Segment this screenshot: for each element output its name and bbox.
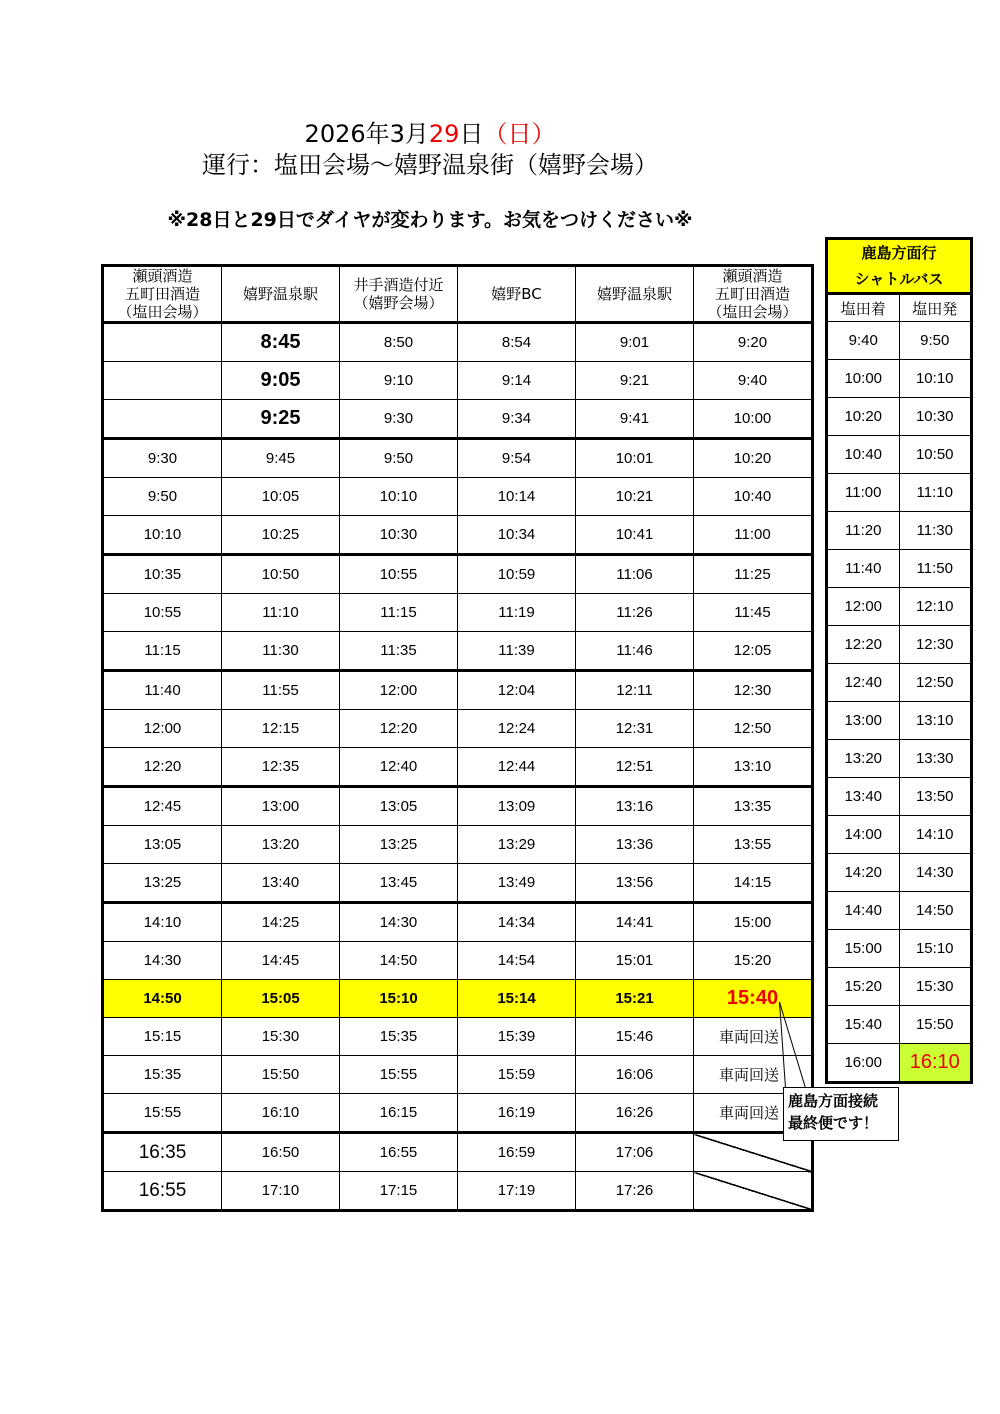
time-cell: 10:40 xyxy=(694,478,813,516)
time-cell: 14:25 xyxy=(222,903,340,942)
time-cell: 9:30 xyxy=(103,439,222,478)
table-row xyxy=(103,1094,813,1133)
shuttle-time-cell: 10:00 xyxy=(827,360,900,398)
time-cell: 11:40 xyxy=(103,671,222,710)
table-row xyxy=(103,864,813,903)
shuttle-time-cell: 12:50 xyxy=(899,664,972,702)
table-row xyxy=(103,1056,813,1094)
shuttle-row xyxy=(827,664,972,702)
last-connection-callout xyxy=(783,1087,899,1141)
time-cell: 13:05 xyxy=(103,826,222,864)
shuttle-time-cell: 13:00 xyxy=(827,702,900,740)
time-cell: 12:35 xyxy=(222,748,340,787)
main-timetable xyxy=(101,264,814,1212)
shuttle-row xyxy=(827,816,972,854)
time-cell: 14:34 xyxy=(458,903,576,942)
no-service-cell xyxy=(694,1172,813,1211)
time-cell: 13:40 xyxy=(222,864,340,903)
shuttle-title-line1: 鹿島方面行 xyxy=(861,244,937,262)
time-cell: 12:20 xyxy=(103,748,222,787)
time-cell: 14:50 xyxy=(103,980,222,1018)
time-cell: 15:01 xyxy=(576,942,694,980)
time-cell: 10:55 xyxy=(340,555,458,594)
table-row xyxy=(103,671,813,710)
time-cell: 14:54 xyxy=(458,942,576,980)
table-row xyxy=(103,826,813,864)
table-row xyxy=(103,710,813,748)
shuttle-time-cell: 11:30 xyxy=(899,512,972,550)
time-cell: 15:35 xyxy=(340,1018,458,1056)
shuttle-time-cell: 13:30 xyxy=(899,740,972,778)
time-cell: 11:35 xyxy=(340,632,458,671)
time-cell: 10:30 xyxy=(340,516,458,555)
time-cell: 9:54 xyxy=(458,439,576,478)
time-cell xyxy=(103,323,222,362)
time-cell: 16:35 xyxy=(103,1133,222,1172)
time-cell: 12:04 xyxy=(458,671,576,710)
shuttle-time-cell: 14:40 xyxy=(827,892,900,930)
time-cell xyxy=(103,400,222,439)
time-cell: 10:05 xyxy=(222,478,340,516)
shuttle-row xyxy=(827,1006,972,1044)
shuttle-row xyxy=(827,626,972,664)
time-cell: 15:46 xyxy=(576,1018,694,1056)
date-title xyxy=(0,114,860,149)
date-day: 29 xyxy=(428,120,460,148)
shuttle-row xyxy=(827,892,972,930)
time-cell: 11:25 xyxy=(694,555,813,594)
time-cell: 15:15 xyxy=(103,1018,222,1056)
time-cell: 10:00 xyxy=(694,400,813,439)
date-prefix: 2026年3月 xyxy=(304,120,429,148)
time-cell: 車両回送 xyxy=(694,1056,813,1094)
stop-header: 井手酒造付近 （嬉野会場） xyxy=(340,266,458,323)
shuttle-time-cell: 11:20 xyxy=(827,512,900,550)
shuttle-time-cell: 16:10 xyxy=(899,1044,972,1083)
time-cell: 11:15 xyxy=(103,632,222,671)
shuttle-time-cell: 9:40 xyxy=(827,322,900,360)
shuttle-row xyxy=(827,1044,972,1083)
shuttle-time-cell: 13:50 xyxy=(899,778,972,816)
time-cell: 14:30 xyxy=(340,903,458,942)
time-cell: 11:15 xyxy=(340,594,458,632)
time-cell: 16:10 xyxy=(222,1094,340,1133)
table-row xyxy=(103,594,813,632)
time-cell: 10:34 xyxy=(458,516,576,555)
shuttle-time-cell: 12:10 xyxy=(899,588,972,626)
time-cell: 15:14 xyxy=(458,980,576,1018)
time-cell: 11:10 xyxy=(222,594,340,632)
shuttle-time-cell: 14:10 xyxy=(899,816,972,854)
time-cell: 15:21 xyxy=(576,980,694,1018)
time-cell: 9:34 xyxy=(458,400,576,439)
time-cell: 12:20 xyxy=(340,710,458,748)
shuttle-title xyxy=(827,239,972,294)
time-cell: 12:00 xyxy=(340,671,458,710)
time-cell: 10:20 xyxy=(694,439,813,478)
time-cell: 13:09 xyxy=(458,787,576,826)
table-row xyxy=(103,748,813,787)
time-cell: 12:30 xyxy=(694,671,813,710)
time-cell xyxy=(103,362,222,400)
time-cell: 14:30 xyxy=(103,942,222,980)
time-cell: 9:40 xyxy=(694,362,813,400)
shuttle-time-cell: 14:50 xyxy=(899,892,972,930)
shuttle-row xyxy=(827,512,972,550)
time-cell: 15:59 xyxy=(458,1056,576,1094)
time-cell: 12:51 xyxy=(576,748,694,787)
time-cell: 11:06 xyxy=(576,555,694,594)
time-cell: 9:41 xyxy=(576,400,694,439)
time-cell: 11:19 xyxy=(458,594,576,632)
time-cell: 12:00 xyxy=(103,710,222,748)
shuttle-timetable xyxy=(825,237,973,1084)
time-cell: 15:40 xyxy=(694,980,813,1018)
time-cell: 17:10 xyxy=(222,1172,340,1211)
time-cell: 8:54 xyxy=(458,323,576,362)
table-row xyxy=(103,942,813,980)
shuttle-time-cell: 13:20 xyxy=(827,740,900,778)
time-cell: 15:39 xyxy=(458,1018,576,1056)
shuttle-time-cell: 9:50 xyxy=(899,322,972,360)
time-cell: 9:50 xyxy=(103,478,222,516)
shuttle-time-cell: 16:00 xyxy=(827,1044,900,1083)
time-cell: 13:00 xyxy=(222,787,340,826)
shuttle-row xyxy=(827,930,972,968)
shuttle-row xyxy=(827,740,972,778)
time-cell: 9:05 xyxy=(222,362,340,400)
shuttle-row xyxy=(827,778,972,816)
table-row xyxy=(103,1133,813,1172)
time-cell: 10:50 xyxy=(222,555,340,594)
time-cell: 9:20 xyxy=(694,323,813,362)
time-cell: 11:00 xyxy=(694,516,813,555)
time-cell: 12:45 xyxy=(103,787,222,826)
shuttle-time-cell: 11:00 xyxy=(827,474,900,512)
shuttle-time-cell: 15:20 xyxy=(827,968,900,1006)
time-cell: 11:39 xyxy=(458,632,576,671)
table-row xyxy=(103,787,813,826)
shuttle-time-cell: 11:10 xyxy=(899,474,972,512)
time-cell: 17:19 xyxy=(458,1172,576,1211)
time-cell: 10:55 xyxy=(103,594,222,632)
time-cell: 9:25 xyxy=(222,400,340,439)
table-row xyxy=(103,1018,813,1056)
time-cell: 15:00 xyxy=(694,903,813,942)
callout-line2: 最終便です！ xyxy=(788,1114,879,1132)
shuttle-row xyxy=(827,550,972,588)
time-cell: 16:55 xyxy=(103,1172,222,1211)
shuttle-time-cell: 15:40 xyxy=(827,1006,900,1044)
time-cell: 9:45 xyxy=(222,439,340,478)
stop-header: 嬉野BC xyxy=(458,266,576,323)
header-row xyxy=(103,266,813,323)
time-cell: 11:55 xyxy=(222,671,340,710)
stop-header: 瀬頭酒造 五町田酒造 （塩田会場） xyxy=(694,266,813,323)
shuttle-row xyxy=(827,854,972,892)
shuttle-time-cell: 11:50 xyxy=(899,550,972,588)
time-cell: 14:41 xyxy=(576,903,694,942)
shuttle-time-cell: 13:40 xyxy=(827,778,900,816)
time-cell: 10:25 xyxy=(222,516,340,555)
shuttle-time-cell: 10:40 xyxy=(827,436,900,474)
time-cell: 10:21 xyxy=(576,478,694,516)
time-cell: 13:35 xyxy=(694,787,813,826)
time-cell: 14:15 xyxy=(694,864,813,903)
stop-header: 嬉野温泉駅 xyxy=(576,266,694,323)
time-cell: 12:11 xyxy=(576,671,694,710)
time-cell: 12:50 xyxy=(694,710,813,748)
shuttle-time-cell: 15:00 xyxy=(827,930,900,968)
shuttle-row xyxy=(827,968,972,1006)
table-row xyxy=(103,478,813,516)
time-cell: 15:35 xyxy=(103,1056,222,1094)
time-cell: 15:30 xyxy=(222,1018,340,1056)
time-cell: 16:55 xyxy=(340,1133,458,1172)
time-cell: 17:26 xyxy=(576,1172,694,1211)
time-cell: 13:49 xyxy=(458,864,576,903)
time-cell: 12:05 xyxy=(694,632,813,671)
time-cell: 車両回送 xyxy=(694,1018,813,1056)
stop-header: 嬉野温泉駅 xyxy=(222,266,340,323)
time-cell: 12:24 xyxy=(458,710,576,748)
time-cell: 9:01 xyxy=(576,323,694,362)
shuttle-row xyxy=(827,360,972,398)
shuttle-time-cell: 14:30 xyxy=(899,854,972,892)
time-cell: 10:59 xyxy=(458,555,576,594)
shuttle-col-header: 塩田発 xyxy=(899,294,972,322)
time-cell: 13:56 xyxy=(576,864,694,903)
time-cell: 13:20 xyxy=(222,826,340,864)
shuttle-time-cell: 13:10 xyxy=(899,702,972,740)
time-cell: 15:10 xyxy=(340,980,458,1018)
time-cell: 13:36 xyxy=(576,826,694,864)
date-mid: 日 xyxy=(459,120,484,148)
shuttle-title-line2: シャトルバス xyxy=(854,270,944,288)
time-cell: 9:30 xyxy=(340,400,458,439)
time-cell: 10:10 xyxy=(340,478,458,516)
table-row xyxy=(103,439,813,478)
shuttle-col-header: 塩田着 xyxy=(827,294,900,322)
shuttle-time-cell: 15:30 xyxy=(899,968,972,1006)
time-cell: 9:10 xyxy=(340,362,458,400)
time-cell: 10:35 xyxy=(103,555,222,594)
schedule-notice: ※28日と29日でダイヤが変わります。お気をつけください※ xyxy=(167,209,693,231)
time-cell: 13:05 xyxy=(340,787,458,826)
shuttle-time-cell: 12:00 xyxy=(827,588,900,626)
time-cell: 15:20 xyxy=(694,942,813,980)
time-cell: 9:21 xyxy=(576,362,694,400)
shuttle-row xyxy=(827,588,972,626)
time-cell: 13:25 xyxy=(103,864,222,903)
callout-line1: 鹿島方面接続 xyxy=(788,1092,879,1110)
table-row xyxy=(103,980,813,1018)
table-row xyxy=(103,516,813,555)
table-row xyxy=(103,400,813,439)
time-cell: 13:29 xyxy=(458,826,576,864)
time-cell: 12:15 xyxy=(222,710,340,748)
shuttle-time-cell: 12:20 xyxy=(827,626,900,664)
shuttle-time-cell: 10:50 xyxy=(899,436,972,474)
time-cell: 10:01 xyxy=(576,439,694,478)
table-row xyxy=(103,323,813,362)
time-cell: 8:45 xyxy=(222,323,340,362)
time-cell: 10:41 xyxy=(576,516,694,555)
table-row xyxy=(103,903,813,942)
time-cell: 11:46 xyxy=(576,632,694,671)
time-cell: 16:06 xyxy=(576,1056,694,1094)
time-cell: 13:16 xyxy=(576,787,694,826)
shuttle-row xyxy=(827,398,972,436)
time-cell: 10:10 xyxy=(103,516,222,555)
stop-header: 瀬頭酒造 五町田酒造 （塩田会場） xyxy=(103,266,222,323)
time-cell: 13:55 xyxy=(694,826,813,864)
time-cell: 16:19 xyxy=(458,1094,576,1133)
time-cell: 16:26 xyxy=(576,1094,694,1133)
time-cell: 16:50 xyxy=(222,1133,340,1172)
time-cell: 13:10 xyxy=(694,748,813,787)
time-cell: 15:05 xyxy=(222,980,340,1018)
shuttle-row xyxy=(827,474,972,512)
time-cell: 15:55 xyxy=(340,1056,458,1094)
time-cell: 車両回送 xyxy=(694,1094,813,1133)
time-cell: 11:30 xyxy=(222,632,340,671)
time-cell: 14:50 xyxy=(340,942,458,980)
time-cell: 16:59 xyxy=(458,1133,576,1172)
time-cell: 13:45 xyxy=(340,864,458,903)
shuttle-row xyxy=(827,702,972,740)
time-cell: 12:40 xyxy=(340,748,458,787)
time-cell: 13:25 xyxy=(340,826,458,864)
table-row xyxy=(103,1172,813,1211)
time-cell: 15:50 xyxy=(222,1056,340,1094)
shuttle-time-cell: 12:30 xyxy=(899,626,972,664)
shuttle-time-cell: 11:40 xyxy=(827,550,900,588)
shuttle-time-cell: 14:20 xyxy=(827,854,900,892)
shuttle-time-cell: 12:40 xyxy=(827,664,900,702)
time-cell: 11:45 xyxy=(694,594,813,632)
time-cell: 16:15 xyxy=(340,1094,458,1133)
time-cell: 9:14 xyxy=(458,362,576,400)
shuttle-time-cell: 10:10 xyxy=(899,360,972,398)
table-row xyxy=(103,555,813,594)
time-cell: 14:10 xyxy=(103,903,222,942)
route-title: 運行：塩田会場～嬉野温泉街（嬉野会場） xyxy=(202,151,658,179)
shuttle-time-cell: 14:00 xyxy=(827,816,900,854)
shuttle-time-cell: 10:20 xyxy=(827,398,900,436)
shuttle-time-cell: 15:10 xyxy=(899,930,972,968)
shuttle-time-cell: 10:30 xyxy=(899,398,972,436)
table-row xyxy=(103,632,813,671)
shuttle-time-cell: 15:50 xyxy=(899,1006,972,1044)
shuttle-row xyxy=(827,322,972,360)
time-cell: 8:50 xyxy=(340,323,458,362)
time-cell: 11:26 xyxy=(576,594,694,632)
weekday: （日） xyxy=(483,120,556,148)
time-cell: 17:15 xyxy=(340,1172,458,1211)
shuttle-row xyxy=(827,436,972,474)
table-row xyxy=(103,362,813,400)
time-cell: 12:31 xyxy=(576,710,694,748)
time-cell: 15:55 xyxy=(103,1094,222,1133)
time-cell: 14:45 xyxy=(222,942,340,980)
time-cell: 10:14 xyxy=(458,478,576,516)
time-cell: 9:50 xyxy=(340,439,458,478)
time-cell: 17:06 xyxy=(576,1133,694,1172)
time-cell: 12:44 xyxy=(458,748,576,787)
